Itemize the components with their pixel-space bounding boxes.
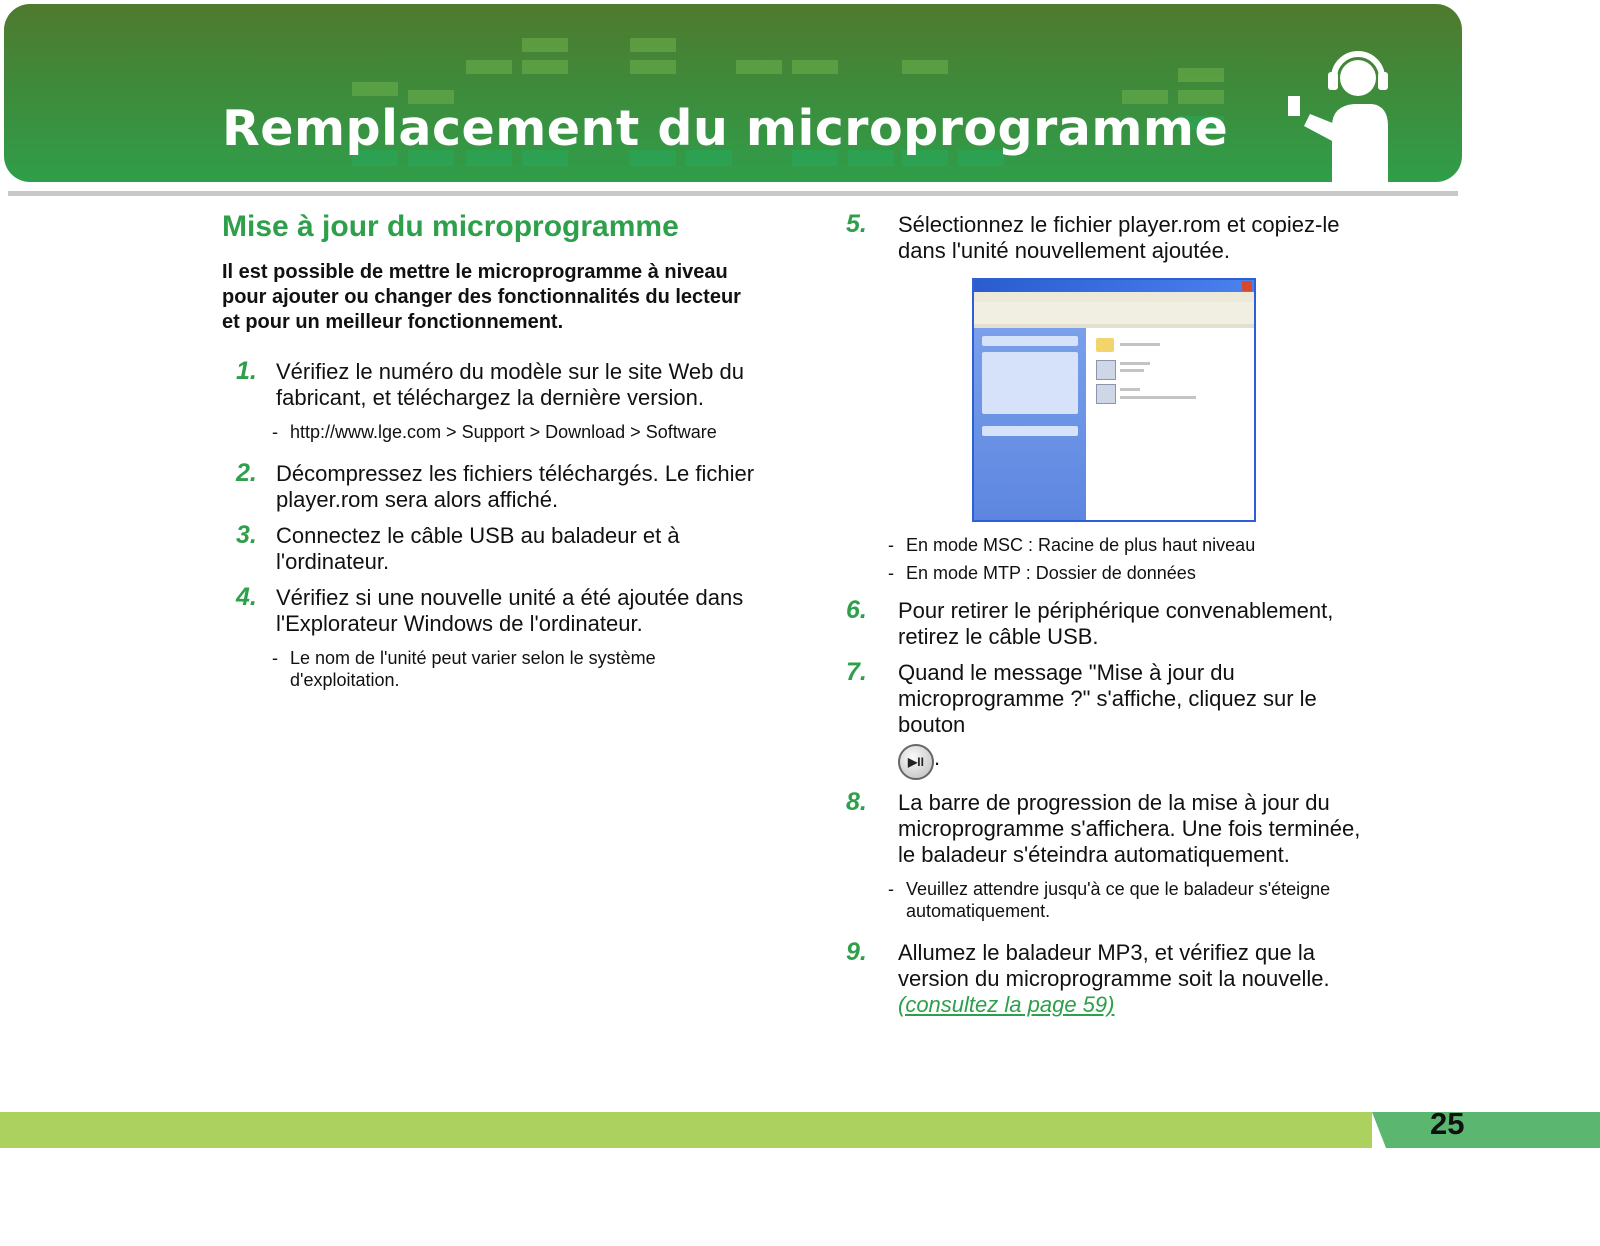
step-number: 7.: [846, 658, 867, 686]
window-toolbar: [974, 302, 1254, 325]
task-pane: [974, 328, 1086, 520]
step-note: - En mode MTP : Dossier de données: [888, 562, 1382, 584]
step-number: 5.: [846, 210, 867, 238]
equalizer-bar: [466, 60, 512, 74]
section-title: Mise à jour du microprogramme: [222, 210, 679, 243]
equalizer-bar: [902, 60, 948, 74]
step-note: - Veuillez attendre jusqu'à ce que le baladeur s'éteigne automatiquement.: [888, 878, 1382, 922]
task-panel: [982, 336, 1078, 346]
intro-paragraph: Il est possible de mettre le microprogramme à niveau pour ajouter ou changer des fonctionnalités du lecteur et pour un meilleur fonctionnement.: [222, 261, 741, 333]
step-1: [222, 359, 762, 411]
step-text: Pour retirer le périphérique convenablement, retirez le câble USB.: [898, 598, 1334, 649]
step-8: [846, 788, 1382, 868]
file-icon: [1096, 360, 1116, 380]
headphone-person-icon: [1288, 48, 1418, 182]
step-6: [846, 596, 1382, 650]
play-pause-glyph: ▶II: [908, 755, 924, 769]
window-titlebar: [974, 280, 1254, 292]
file-icon: [1096, 384, 1116, 404]
equalizer-bar: [630, 60, 676, 74]
step-number: 1.: [236, 357, 257, 385]
step-text: Connectez le câble USB au baladeur et à l'ordinateur.: [276, 523, 680, 574]
footer-tab: [1372, 1112, 1600, 1148]
step-2: [222, 461, 762, 513]
step-4: [222, 585, 762, 637]
explorer-window-screenshot: [972, 278, 1256, 522]
equalizer-bar: [792, 60, 838, 74]
step-text: Vérifiez si une nouvelle unité a été ajoutée dans l'Explorateur Windows de l'ordinateur.: [276, 585, 744, 636]
step-text: La barre de progression de la mise à jour du microprogramme s'affichera. Une fois terminée, le baladeur s'éteindra automatiquement.: [898, 790, 1361, 867]
step-text: [898, 660, 1382, 780]
header-divider: [8, 191, 1458, 196]
step-text: Vérifiez le numéro du modèle sur le site Web du fabricant, et téléchargez la dernière version.: [276, 359, 744, 410]
file-label: [1120, 396, 1196, 399]
equalizer-bar: [736, 60, 782, 74]
window-menubar: [974, 292, 1254, 302]
file-label: [1120, 369, 1144, 372]
step-text-suffix: .: [934, 744, 941, 770]
equalizer-bar: [522, 38, 568, 52]
right-column: [846, 210, 1382, 1028]
step-number: 9.: [846, 938, 867, 966]
step-number: 2.: [236, 459, 257, 487]
task-panel: [982, 352, 1078, 414]
step-note: - Le nom de l'unité peut varier selon le système d'exploitation.: [272, 647, 762, 691]
equalizer-bar: [630, 38, 676, 52]
page-reference-link[interactable]: (consultez la page 59): [898, 992, 1115, 1017]
file-label: [1120, 362, 1150, 365]
step-5: [846, 210, 1382, 264]
step-3: [222, 523, 762, 575]
step-number: 8.: [846, 788, 867, 816]
play-pause-button-icon: [898, 744, 934, 780]
step-text: [898, 940, 1382, 1018]
step-note: - http://www.lge.com > Support > Download > Software: [272, 421, 762, 443]
step-text: Sélectionnez le fichier player.rom et copiez-le dans l'unité nouvellement ajoutée.: [898, 212, 1340, 263]
folder-icon: [1096, 338, 1114, 352]
step-number: 4.: [236, 583, 257, 611]
header-banner: [4, 4, 1462, 182]
left-column: [222, 210, 762, 709]
page-title: Remplacement du microprogramme: [222, 100, 1229, 157]
step-number: 3.: [236, 521, 257, 549]
equalizer-bar: [1178, 68, 1224, 82]
step-7: [846, 658, 1382, 780]
step-text: Décompressez les fichiers téléchargés. Le fichier player.rom sera alors affiché.: [276, 461, 755, 512]
equalizer-bar: [352, 82, 398, 96]
footer-bar: [0, 1112, 1372, 1148]
page-number: 25: [1430, 1106, 1465, 1141]
step-note: - En mode MSC : Racine de plus haut niveau: [888, 534, 1382, 556]
file-label: [1120, 343, 1160, 346]
step-9: [846, 938, 1382, 1018]
close-icon: [1242, 281, 1252, 291]
file-label: [1120, 388, 1140, 391]
step-text-body: Allumez le baladeur MP3, et vérifiez que la version du microprogramme soit la nouvelle.: [898, 940, 1330, 991]
task-panel: [982, 426, 1078, 436]
step-number: 6.: [846, 596, 867, 624]
step-text-body: Quand le message "Mise à jour du microprogramme ?" s'affiche, cliquez sur le bouton: [898, 660, 1317, 737]
equalizer-bar: [522, 60, 568, 74]
